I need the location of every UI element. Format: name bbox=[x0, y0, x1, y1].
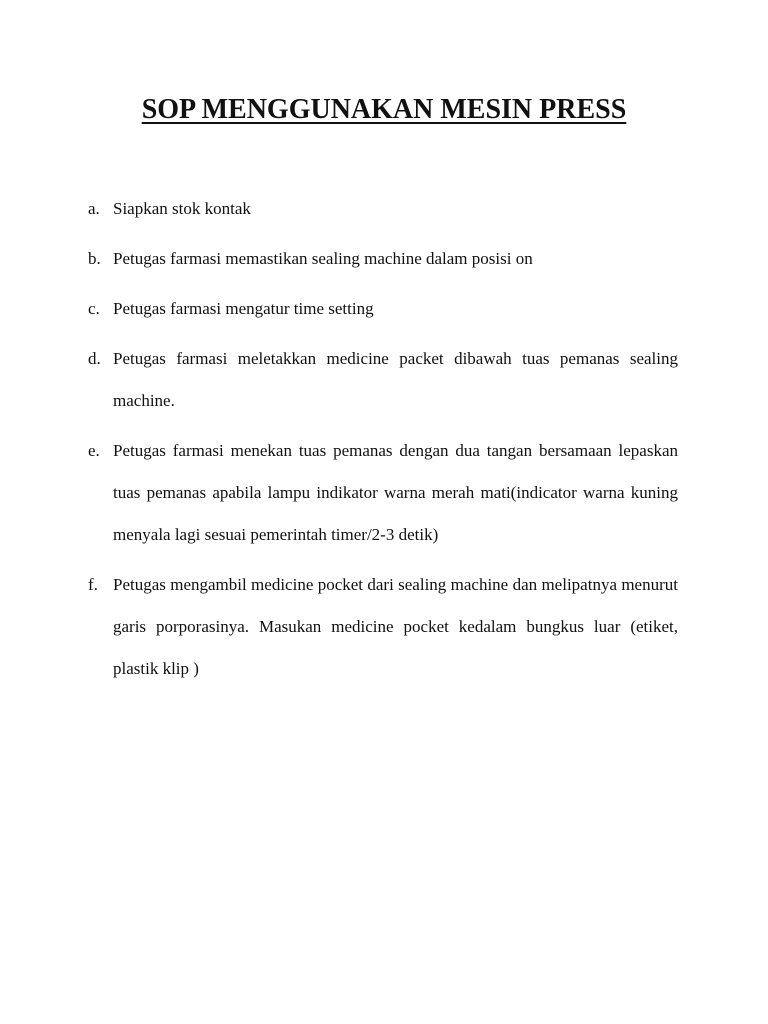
list-item-text: Petugas farmasi meletakkan medicine packet dibawah tuas pemanas sealing machine. bbox=[113, 349, 678, 410]
list-item-d bbox=[88, 338, 678, 422]
list-marker: c. bbox=[88, 299, 100, 318]
list-item-e bbox=[88, 430, 678, 556]
list-item-b bbox=[88, 238, 678, 280]
list-marker: e. bbox=[88, 441, 100, 460]
list-item-text: Petugas farmasi menekan tuas pemanas dengan dua tangan bersamaan lepaskan tuas pemanas apabila lampu indikator warna merah mati(indicator warna kuning menyala lagi sesuai pemerintah timer/2-3 detik) bbox=[113, 441, 678, 544]
list-item-f bbox=[88, 564, 678, 690]
list-item-text: Petugas mengambil medicine pocket dari sealing machine dan melipatnya menurut garis porporasinya. Masukan medicine pocket kedalam bungkus luar (etiket, plastik klip ) bbox=[113, 575, 678, 678]
page-title bbox=[0, 92, 768, 128]
list-item-text: Siapkan stok kontak bbox=[113, 199, 251, 218]
procedure-list bbox=[88, 188, 678, 698]
list-item-a bbox=[88, 188, 678, 230]
list-marker: a. bbox=[88, 199, 100, 218]
page-title-text: SOP MENGGUNAKAN MESIN PRESS bbox=[141, 94, 627, 125]
list-marker: d. bbox=[88, 349, 101, 368]
list-item-text: Petugas farmasi mengatur time setting bbox=[113, 299, 374, 318]
list-item-c bbox=[88, 288, 678, 330]
list-marker: b. bbox=[88, 249, 101, 268]
list-marker: f. bbox=[88, 575, 98, 594]
list-item-text: Petugas farmasi memastikan sealing machine dalam posisi on bbox=[113, 249, 533, 268]
